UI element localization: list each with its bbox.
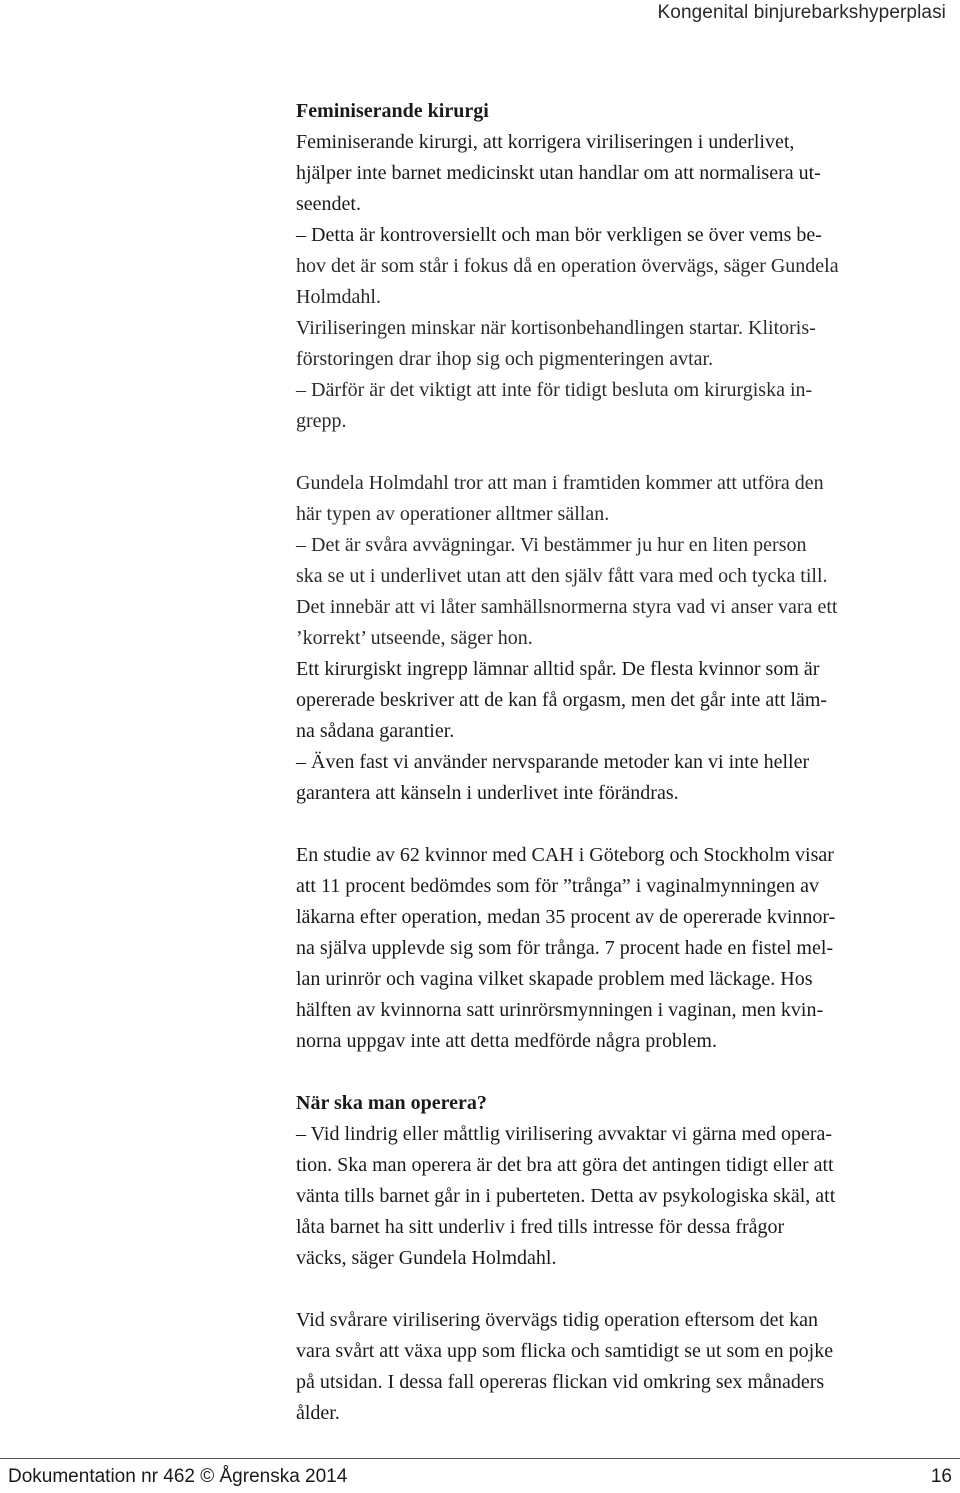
text-line: Feminiserande kirurgi, att korrigera viriliseringen i underlivet, (296, 131, 795, 153)
text-line: – Därför är det viktigt att inte för tidigt besluta om kirurgiska in- (296, 379, 813, 401)
article-body (296, 96, 936, 1429)
text-line: ska se ut i underlivet utan att den själv fått vara med och tycka till. (296, 565, 828, 587)
text-line: Gundela Holmdahl tror att man i framtiden kommer att utföra den (296, 472, 824, 494)
section-heading: När ska man operera? (296, 1092, 487, 1114)
text-line: lan urinrör och vagina vilket skapade problem med läckage. Hos (296, 968, 813, 990)
footer-publication: Dokumentation nr 462 © Ågrenska 2014 (8, 1466, 348, 1487)
text-line: tion. Ska man operera är det bra att göra det antingen tidigt eller att (296, 1154, 834, 1176)
text-line: Holmdahl. (296, 286, 381, 308)
text-line: hjälper inte barnet medicinskt utan handlar om att normalisera ut- (296, 162, 821, 184)
text-line: na själva upplevde sig som för trånga. 7 procent hade en fistel mel- (296, 937, 834, 959)
footer-divider (0, 1458, 960, 1459)
article-section (296, 96, 936, 437)
article-section (296, 840, 936, 1057)
paragraph-gap (296, 1274, 936, 1305)
text-line: på utsidan. I dessa fall opereras flickan vid omkring sex månaders (296, 1371, 825, 1393)
text-line: Det innebär att vi låter samhällsnormerna styra vad vi anser vara ett (296, 596, 838, 618)
article-section (296, 1088, 936, 1274)
text-line: låta barnet ha sitt underliv i fred tills intresse för dessa frågor (296, 1216, 785, 1238)
text-line: förstoringen drar ihop sig och pigmenteringen avtar. (296, 348, 714, 370)
text-line: – Detta är kontroversiellt och man bör verkligen se över vems be- (296, 224, 822, 246)
section-heading: Feminiserande kirurgi (296, 100, 489, 122)
paragraph-gap (296, 1057, 936, 1088)
paragraph-gap (296, 809, 936, 840)
text-line: grepp. (296, 410, 347, 432)
text-line: – Vid lindrig eller måttlig virilisering avvaktar vi gärna med opera- (296, 1123, 833, 1145)
text-line: att 11 procent bedömdes som för ”trånga” i vaginalmynningen av (296, 875, 819, 897)
text-line: norna uppgav inte att detta medförde några problem. (296, 1030, 717, 1052)
text-line: Vid svårare virilisering övervägs tidig operation eftersom det kan (296, 1309, 818, 1331)
text-line: – Även fast vi använder nervsparande metoder kan vi inte heller (296, 751, 810, 773)
paragraph-gap (296, 437, 936, 468)
text-line: väcks, säger Gundela Holmdahl. (296, 1247, 557, 1269)
text-line: hälften av kvinnorna satt urinrörsmynningen i vaginan, men kvin- (296, 999, 824, 1021)
page-number: 16 (930, 1466, 952, 1487)
text-line: – Det är svåra avvägningar. Vi bestämmer ju hur en liten person (296, 534, 807, 556)
article-section (296, 468, 936, 809)
text-line: opererade beskriver att de kan få orgasm, men det går inte att läm- (296, 689, 828, 711)
text-line: En studie av 62 kvinnor med CAH i Göteborg och Stockholm visar (296, 844, 834, 866)
text-line: vara svårt att växa upp som flicka och samtidigt se ut som en pojke (296, 1340, 834, 1362)
text-line: läkarna efter operation, medan 35 procent av de opererade kvinnor- (296, 906, 836, 928)
text-line: seendet. (296, 193, 361, 215)
article-section (296, 1305, 936, 1429)
text-line: ålder. (296, 1402, 340, 1424)
text-line: Viriliseringen minskar när kortisonbehandlingen startar. Klitoris- (296, 317, 816, 339)
running-header-title: Kongenital binjurebarkshyperplasi (657, 2, 946, 23)
text-line: vänta tills barnet går in i puberteten. Detta av psykologiska skäl, att (296, 1185, 836, 1207)
text-line: garantera att känseln i underlivet inte förändras. (296, 782, 679, 804)
text-line: Ett kirurgiskt ingrepp lämnar alltid spår. De flesta kvinnor som är (296, 658, 820, 680)
text-line: hov det är som står i fokus då en operation övervägs, säger Gundela (296, 255, 839, 277)
text-line: ’korrekt’ utseende, säger hon. (296, 627, 533, 649)
text-line: na sådana garantier. (296, 720, 455, 742)
text-line: här typen av operationer alltmer sällan. (296, 503, 610, 525)
